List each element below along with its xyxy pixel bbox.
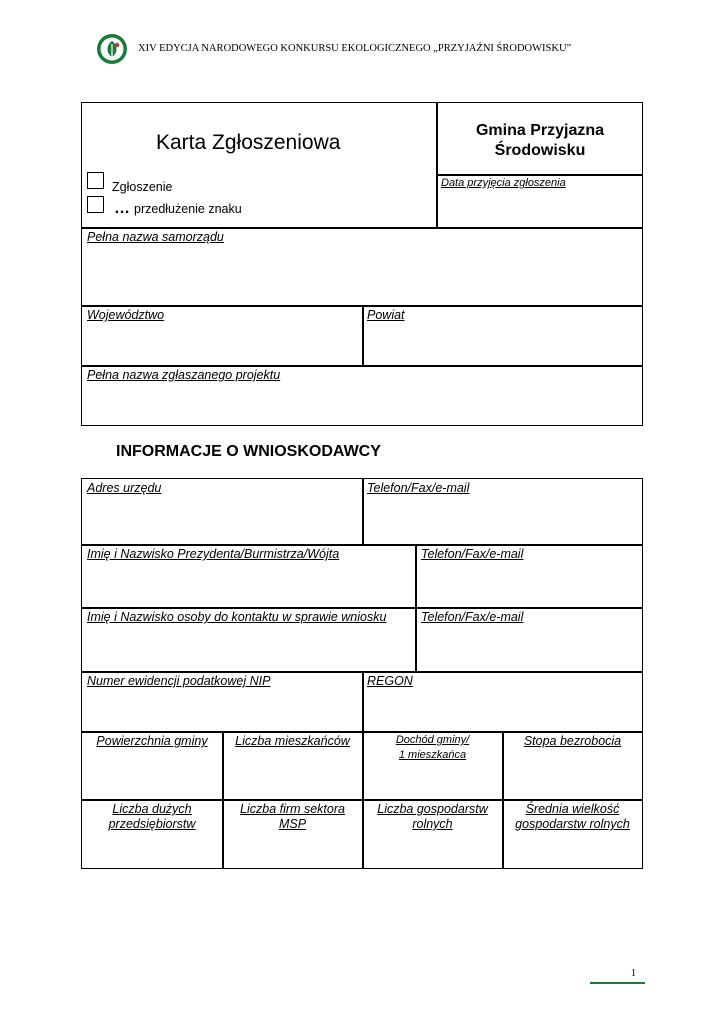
gmina-title-line1: Gmina Przyjazna [475, 122, 605, 139]
dochod-label-line2: 1 mieszkańca [398, 749, 467, 761]
divider [362, 305, 364, 366]
duze-line2: przedsiębiorstw [108, 817, 196, 831]
section-title: INFORMACJE O WNIOSKODAWCY [116, 443, 381, 460]
gmina-title [440, 121, 640, 161]
gospodarstwa-label [363, 802, 502, 832]
msp-line1: Liczba firm sektora [240, 802, 345, 816]
divider [436, 174, 643, 176]
regon-label: REGON [367, 674, 413, 688]
duze-przedsiebiorstwa-label [82, 802, 222, 832]
pelna-nazwa-projektu-label: Pełna nazwa zgłaszanego projektu [87, 368, 281, 382]
wojewodztwo-label: Województwo [87, 308, 165, 322]
divider [436, 102, 438, 228]
nip-label: Numer ewidencji podatkowej NIP [87, 674, 271, 688]
divider [81, 227, 643, 229]
divider [362, 671, 364, 869]
przedluzenie-option [114, 200, 242, 218]
srednia-wielkosc-label [503, 802, 642, 832]
zgloszenie-checkbox[interactable] [87, 172, 104, 189]
telefon-label-2: Telefon/Fax/e-mail [421, 547, 524, 561]
divider [81, 731, 643, 733]
bezrobocie-label: Stopa bezrobocia [523, 734, 622, 748]
srednia-line2: gospodarstw rolnych [515, 817, 630, 831]
gmina-title-line2: Środowisku [494, 142, 586, 159]
powierzchnia-label: Powierzchnia gminy [96, 734, 208, 748]
data-przyjecia-label: Data przyjęcia zgłoszenia [441, 177, 566, 189]
mieszkancy-label: Liczba mieszkańców [235, 734, 350, 748]
page-number: 1 [631, 968, 636, 979]
przedluzenie-checkbox[interactable] [87, 196, 104, 213]
header-title: XIV EDYCJA NARODOWEGO KONKURSU EKOLOGICZNEGO „PRZYJAŹNI ŚRODOWISKU” [138, 43, 572, 54]
prezydent-label: Imię i Nazwisko Prezydenta/Burmistrza/Wójta [87, 547, 340, 561]
telefon-label-1: Telefon/Fax/e-mail [367, 481, 470, 495]
page-header [96, 33, 636, 67]
zgloszenie-label: Zgłoszenie [112, 180, 173, 194]
powiat-label: Powiat [367, 308, 405, 322]
dochod-label [363, 733, 502, 763]
divider [81, 607, 643, 609]
telefon-label-3: Telefon/Fax/e-mail [421, 610, 524, 624]
gospodarstwa-line2: rolnych [412, 817, 453, 831]
gospodarstwa-line1: Liczba gospodarstw [377, 802, 488, 816]
pelna-nazwa-samorzadu-label: Pełna nazwa samorządu [87, 230, 224, 244]
dochod-label-line1: Dochód gminy/ [395, 734, 470, 746]
adres-urzedu-label: Adres urzędu [87, 481, 162, 495]
msp-label [223, 802, 362, 832]
przedluzenie-label: przedłużenie znaku [134, 202, 242, 216]
osoba-kontakt-label: Imię i Nazwisko osoby do kontaktu w sprawie wniosku [87, 610, 387, 624]
footer-line [590, 982, 645, 984]
duze-line1: Liczba dużych [112, 802, 192, 816]
eco-leaf-logo-icon [96, 33, 128, 65]
divider [81, 544, 643, 546]
card-title: Karta Zgłoszeniowa [156, 131, 341, 154]
divider [81, 365, 643, 367]
srednia-line1: Średnia wielkość [525, 802, 620, 816]
divider [362, 478, 364, 545]
msp-line2: MSP [278, 817, 307, 831]
divider [81, 799, 643, 801]
dots-mark: … [114, 200, 130, 217]
